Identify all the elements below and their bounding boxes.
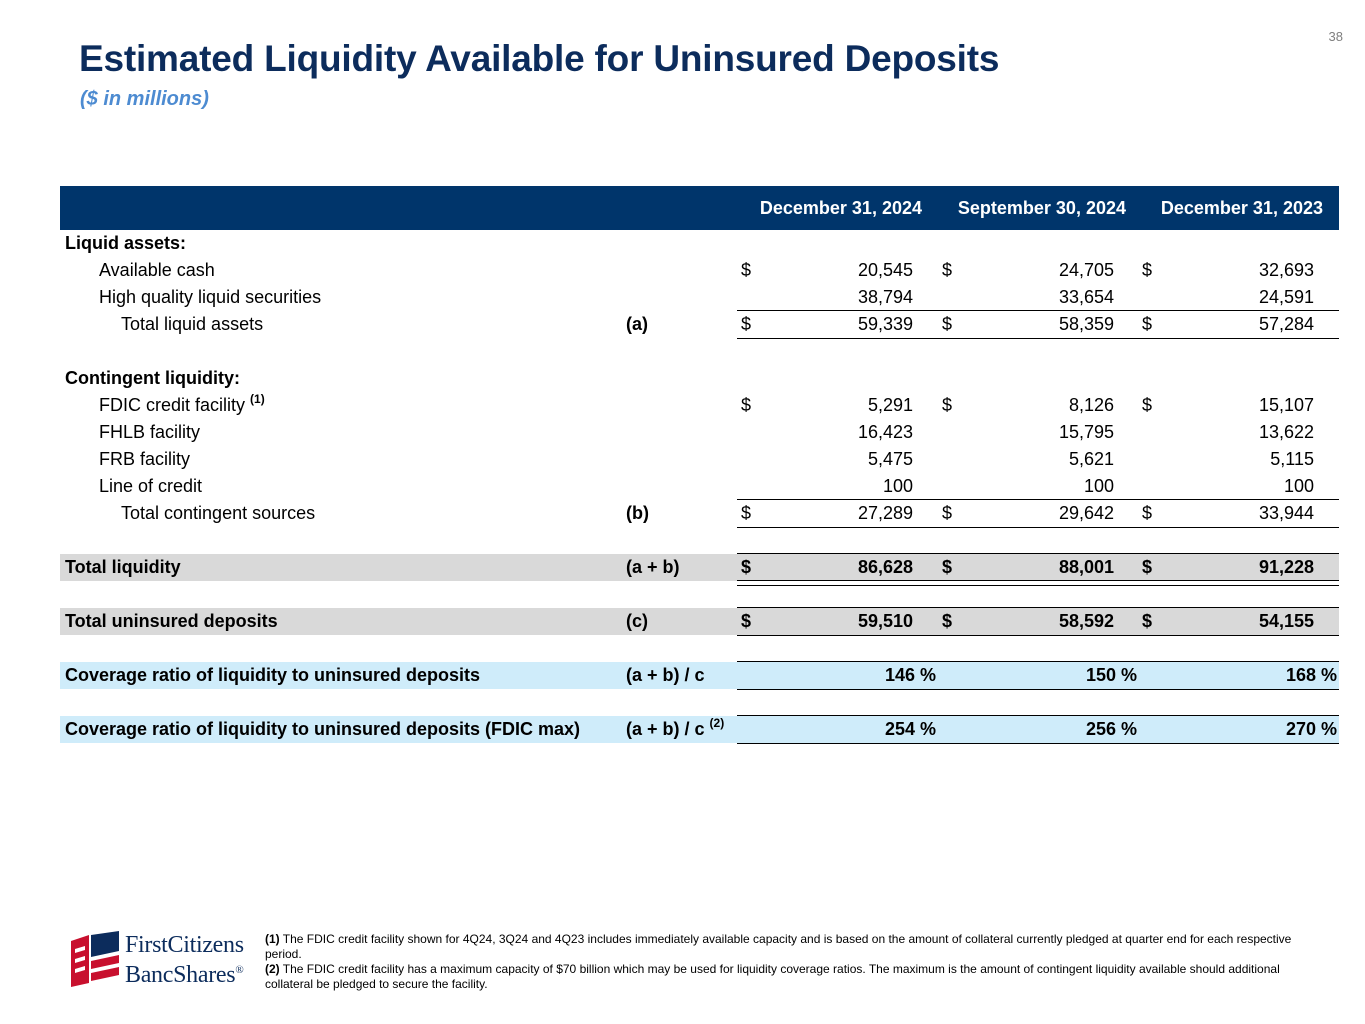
logo-line-2-text: BancShares — [125, 962, 236, 988]
currency-symbol: $ — [1142, 260, 1153, 280]
table-row-total-uninsured-deposits — [60, 608, 1339, 635]
row-label: Liquid assets: — [65, 233, 187, 253]
value-dec-2023: 100 — [1283, 476, 1314, 496]
value-dec-2024: 59,339 — [857, 314, 913, 334]
currency-symbol: $ — [1142, 503, 1153, 523]
column-header-sep-2024: September 30, 2024 — [957, 198, 1126, 218]
footnote-2-text: The FDIC credit facility has a maximum capacity of $70 billion which may be used for liquidity coverage ratios. The maximum is the amount of contingent liquidity available should additional collateral be pledged to secure the facility. — [265, 962, 1280, 991]
value-sep-2024: 15,795 — [1058, 422, 1114, 442]
row-label — [99, 392, 265, 419]
column-header-dec-2023: December 31, 2023 — [1160, 198, 1323, 218]
value-dec-2024: 100 — [882, 476, 913, 496]
value-sep-2024: 33,654 — [1058, 287, 1114, 307]
page-title: Estimated Liquidity Available for Uninsured Deposits — [79, 38, 1000, 79]
rule — [737, 743, 937, 744]
rule — [937, 743, 1137, 744]
value-sep-2024: 88,001 — [1058, 557, 1114, 577]
currency-symbol: $ — [942, 395, 953, 415]
currency-symbol: $ — [942, 314, 953, 334]
value-dec-2023: 91,228 — [1258, 557, 1314, 577]
row-label: Line of credit — [99, 476, 203, 496]
logo-line-1: FirstCitizens — [125, 932, 244, 958]
page-number: 38 — [1328, 29, 1343, 44]
spacer — [60, 338, 1339, 365]
currency-symbol: $ — [942, 611, 953, 631]
row-label: Coverage ratio of liquidity to uninsured deposits (FDIC max) — [65, 719, 581, 739]
table-row-total-contingent — [60, 500, 1339, 527]
spacer — [60, 689, 1339, 716]
value-dec-2023: 13,622 — [1258, 422, 1314, 442]
spacer — [60, 581, 1339, 608]
currency-symbol: $ — [741, 611, 752, 631]
currency-symbol: $ — [741, 557, 752, 577]
value-sep-2024: 150 % — [1085, 665, 1137, 685]
page-subtitle: ($ in millions) — [80, 88, 209, 110]
logo-line-2 — [125, 958, 244, 988]
value-dec-2023: 168 % — [1285, 665, 1337, 685]
row-label: Total contingent sources — [121, 503, 316, 523]
row-reference-text: (a + b) / c — [626, 719, 705, 739]
row-label: Coverage ratio of liquidity to uninsured deposits — [65, 665, 481, 685]
table-row-coverage-ratio-fdic-max — [60, 716, 1339, 743]
value-dec-2024: 5,291 — [867, 395, 913, 415]
currency-symbol: $ — [1142, 611, 1153, 631]
table-row-coverage-ratio — [60, 662, 1339, 689]
company-logo — [69, 929, 254, 989]
value-sep-2024: 256 % — [1085, 719, 1137, 739]
row-label: Contingent liquidity: — [65, 368, 240, 388]
value-dec-2024: 86,628 — [857, 557, 913, 577]
value-dec-2023: 15,107 — [1258, 395, 1314, 415]
spacer — [60, 635, 1339, 662]
footnote-2 — [265, 962, 1295, 992]
currency-symbol: $ — [741, 260, 752, 280]
footnote-marker: (1) — [250, 392, 265, 406]
currency-symbol: $ — [942, 260, 953, 280]
value-dec-2024: 254 % — [884, 719, 936, 739]
value-dec-2024: 146 % — [884, 665, 936, 685]
table-row-fhlb-facility — [60, 419, 1339, 446]
table-row-available-cash — [60, 257, 1339, 284]
row-label-text: FDIC credit facility — [99, 395, 246, 415]
table-row-frb-facility — [60, 446, 1339, 473]
footnote-1-marker: (1) — [265, 932, 280, 946]
currency-symbol: $ — [1142, 557, 1153, 577]
row-reference — [626, 716, 724, 743]
currency-symbol: $ — [741, 503, 752, 523]
value-sep-2024: 58,359 — [1058, 314, 1114, 334]
currency-symbol: $ — [942, 503, 953, 523]
value-sep-2024: 5,621 — [1068, 449, 1114, 469]
currency-symbol: $ — [741, 395, 752, 415]
table-row-line-of-credit — [60, 473, 1339, 500]
table-row-fdic-credit-facility — [60, 392, 1339, 419]
row-reference: (a + b) / c — [626, 665, 705, 685]
value-dec-2024: 5,475 — [867, 449, 913, 469]
value-dec-2023: 32,693 — [1258, 260, 1314, 280]
table-row-total-liquid-assets — [60, 311, 1339, 338]
value-dec-2023: 57,284 — [1258, 314, 1314, 334]
value-dec-2024: 20,545 — [857, 260, 913, 280]
row-reference: (b) — [626, 503, 649, 523]
section-heading-contingent — [60, 365, 1339, 392]
value-dec-2023: 33,944 — [1258, 503, 1314, 523]
row-label: Available cash — [99, 260, 215, 280]
footnote-1 — [265, 932, 1295, 962]
value-dec-2024: 27,289 — [857, 503, 913, 523]
value-dec-2024: 16,423 — [857, 422, 913, 442]
value-dec-2023: 270 % — [1285, 719, 1337, 739]
footnote-marker: (2) — [709, 716, 725, 730]
registered-mark: ® — [235, 964, 244, 976]
currency-symbol: $ — [942, 557, 953, 577]
currency-symbol: $ — [741, 314, 752, 334]
value-dec-2024: 38,794 — [857, 287, 913, 307]
value-sep-2024: 58,592 — [1058, 611, 1114, 631]
table-row-hqls — [60, 284, 1339, 311]
table-header — [60, 186, 1339, 230]
row-label: FHLB facility — [99, 422, 201, 442]
row-reference: (a) — [626, 314, 648, 334]
row-label: High quality liquid securities — [99, 287, 322, 307]
flag-logo-icon — [69, 931, 121, 987]
value-dec-2023: 5,115 — [1270, 449, 1314, 469]
row-label: Total liquid assets — [121, 314, 264, 334]
value-sep-2024: 24,705 — [1058, 260, 1114, 280]
spacer — [60, 527, 1339, 554]
row-label: FRB facility — [99, 449, 191, 469]
rule — [1137, 743, 1339, 744]
value-dec-2024: 59,510 — [857, 611, 913, 631]
value-dec-2023: 54,155 — [1258, 611, 1314, 631]
value-sep-2024: 100 — [1083, 476, 1114, 496]
logo-wordmark — [125, 933, 244, 988]
value-sep-2024: 8,126 — [1068, 395, 1114, 415]
row-reference: (a + b) — [626, 557, 680, 577]
footnote-2-marker: (2) — [265, 962, 280, 976]
currency-symbol: $ — [1142, 314, 1153, 334]
value-sep-2024: 29,642 — [1058, 503, 1114, 523]
currency-symbol: $ — [1142, 395, 1153, 415]
footnotes — [265, 932, 1295, 992]
row-label: Total uninsured deposits — [65, 611, 278, 631]
value-dec-2023: 24,591 — [1258, 287, 1314, 307]
section-heading-liquid-assets — [60, 230, 1339, 257]
row-label: Total liquidity — [65, 557, 181, 577]
liquidity-table — [60, 186, 1339, 743]
table-row-total-liquidity — [60, 554, 1339, 581]
column-header-dec-2024: December 31, 2024 — [759, 198, 922, 218]
row-reference: (c) — [626, 611, 648, 631]
footnote-1-text: The FDIC credit facility shown for 4Q24, 3Q24 and 4Q23 includes immediately available capacity and is based on the amount of collateral currently pledged at quarter end for each respective period. — [265, 932, 1292, 961]
